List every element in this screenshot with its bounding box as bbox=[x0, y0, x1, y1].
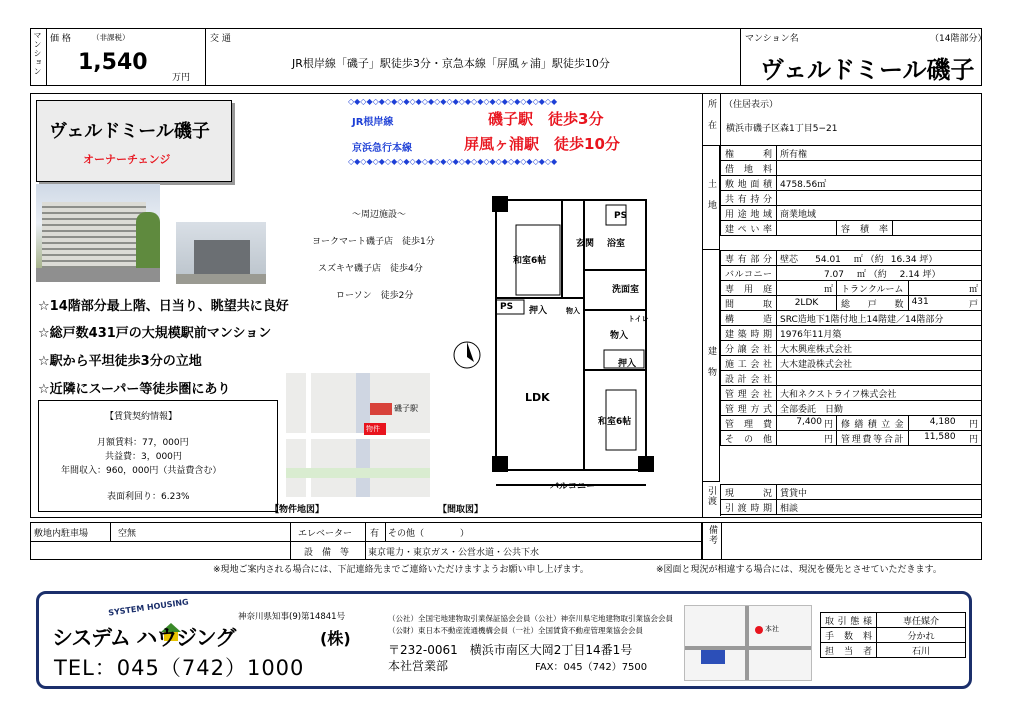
category-label: マンション bbox=[33, 31, 42, 76]
divider bbox=[30, 541, 702, 542]
area-label: 専有部分 bbox=[721, 251, 777, 266]
lease-title: 【賃貸契約情報】 bbox=[105, 412, 178, 422]
association-line: （公財）東日本不動産流通機構会員（一社）全国賃貸不動産管理業協会会員 bbox=[388, 626, 643, 635]
parking-label: 敷地内駐車場 bbox=[34, 529, 89, 539]
repair-cell bbox=[908, 416, 981, 431]
room-label: 物入 bbox=[610, 331, 629, 341]
area-tsubo: 16.34 bbox=[890, 254, 917, 265]
company-office: 本社営業部 bbox=[388, 659, 449, 673]
tsubo-unit: 坪） bbox=[922, 269, 941, 280]
building-photo bbox=[36, 184, 160, 282]
builder-label: 施工会社 bbox=[721, 356, 777, 371]
fee-value: 7,400 bbox=[796, 416, 822, 427]
deal-table bbox=[820, 612, 966, 658]
logo-arc: SYSTEM HOUSING bbox=[107, 597, 190, 618]
company-logo-suffix: (株) bbox=[320, 629, 351, 648]
association-line: （公社）全国宅地建物取引業保証協会会員（公社）神奈川県宅地建物取引業協会会員 bbox=[388, 614, 673, 623]
elevator-value: 有 bbox=[370, 529, 380, 539]
station-marker bbox=[370, 403, 392, 415]
deal-value: 分かれ bbox=[877, 628, 966, 643]
category-cell bbox=[30, 28, 47, 86]
feature-item: ☆14階部分最上階、日当り、眺望共に良好 bbox=[38, 299, 289, 314]
fee-cell bbox=[777, 416, 837, 431]
room-label: 洗面室 bbox=[612, 285, 640, 295]
land-label: 用途地域 bbox=[721, 206, 777, 221]
entrance-ground bbox=[176, 274, 266, 284]
land-v-cell bbox=[702, 145, 720, 250]
feature-item: ☆総戸数431戸の大規模駅前マンション bbox=[38, 326, 272, 341]
balcony-m2: 7.07 bbox=[823, 269, 844, 280]
parking-value: 空無 bbox=[118, 529, 137, 539]
handover-value: 相談 bbox=[777, 500, 982, 515]
structure-value: SRC造地下1階付地上14階建／14階部分 bbox=[777, 311, 982, 326]
remarks-box bbox=[702, 522, 982, 560]
map-caption: 【物件地図】 bbox=[270, 505, 325, 515]
divider bbox=[385, 522, 386, 541]
balcony-tsubo: 2.14 bbox=[899, 269, 920, 280]
yen: 円 bbox=[823, 419, 833, 430]
diamond-border-top: ◇◆◇◆◇◆◇◆◇◆◇◆◇◆◇◆◇◆◇◆◇◆◇◆◇◆◇◆◇◆◇◆◇◆ bbox=[348, 97, 558, 106]
seller-value: 大木興産株式会社 bbox=[777, 341, 982, 356]
room-label: 押入 bbox=[618, 359, 637, 369]
transport-text: JR根岸線「磯子」駅徒歩3分・京急本線「屏風ヶ浦」駅徒歩10分 bbox=[292, 57, 610, 70]
land-table bbox=[720, 145, 982, 236]
total-units-label: 総戸数 bbox=[837, 296, 909, 311]
fee-label: 管理費 bbox=[721, 416, 777, 431]
land-label: 権利 bbox=[721, 146, 777, 161]
room-label: 押入 bbox=[529, 306, 548, 316]
room-label: トイレ bbox=[628, 315, 649, 323]
manager-value: 大和ネクストライフ株式会社 bbox=[777, 386, 982, 401]
land-label: 敷地面積 bbox=[721, 176, 777, 191]
status-label: 現況 bbox=[721, 485, 777, 500]
handover-table bbox=[720, 484, 982, 515]
property-map bbox=[286, 373, 430, 497]
method-label: 管理方式 bbox=[721, 401, 777, 416]
seller-label: 分譲会社 bbox=[721, 341, 777, 356]
divider bbox=[110, 522, 111, 541]
divider bbox=[365, 522, 366, 560]
other-label: その他 bbox=[721, 431, 777, 446]
trunk-unit: ㎡ bbox=[908, 281, 981, 296]
land-value: 4758.56㎡ bbox=[777, 176, 982, 191]
designer-value bbox=[777, 371, 982, 386]
unit-m2: ㎡ bbox=[853, 254, 863, 265]
address-v-cell bbox=[702, 93, 721, 145]
facility-item: ローソン 徒歩2分 bbox=[336, 291, 414, 301]
manager-label: 管理会社 bbox=[721, 386, 777, 401]
price-value: 1,540 bbox=[78, 50, 148, 75]
land-value: 商業地域 bbox=[777, 206, 982, 221]
facility-item: ヨークマート磯子店 徒歩1分 bbox=[312, 237, 435, 247]
built-label: 建築時期 bbox=[721, 326, 777, 341]
address-vertical: 所在 bbox=[706, 99, 716, 141]
elevator-label: エレベーター bbox=[298, 529, 353, 539]
structure-label: 構造 bbox=[721, 311, 777, 326]
area-cell bbox=[777, 251, 982, 266]
balcony-cell bbox=[777, 266, 982, 281]
yen: 円 bbox=[968, 434, 978, 445]
repair-label: 修繕積立金 bbox=[837, 416, 909, 431]
deal-label: 手数料 bbox=[821, 628, 877, 643]
note-contact: ※現地ご案内される場合には、下記連絡先までご連絡いただけますようお願い申し上げます。 bbox=[213, 565, 589, 575]
other-cell bbox=[777, 431, 837, 446]
divider bbox=[740, 28, 741, 86]
compass-icon bbox=[452, 340, 482, 370]
status-value: 賃貸中 bbox=[777, 485, 982, 500]
room-label: 浴室 bbox=[607, 239, 626, 249]
built-value: 1976年11月築 bbox=[777, 326, 982, 341]
madori-value: 2LDK bbox=[777, 296, 837, 311]
designer-label: 設計会社 bbox=[721, 371, 777, 386]
handover-vertical: 引渡 bbox=[706, 486, 716, 506]
deal-label: 取引態様 bbox=[821, 613, 877, 628]
office-map-block bbox=[701, 650, 725, 664]
youseki-label: 容積率 bbox=[837, 221, 893, 236]
tree bbox=[136, 212, 160, 272]
land-value bbox=[777, 191, 982, 206]
promo-title-box bbox=[36, 100, 232, 182]
road bbox=[36, 268, 160, 282]
deal-label: 担当者 bbox=[821, 643, 877, 658]
building-v-cell bbox=[702, 250, 720, 482]
tsubo-unit: 坪） bbox=[919, 254, 938, 265]
office-map-label: 本社 bbox=[765, 625, 779, 633]
price-unit: 万円 bbox=[172, 73, 191, 83]
room-label: PS bbox=[500, 302, 514, 312]
room-label: 和室6帖 bbox=[598, 417, 632, 427]
map-station-label: 磯子駅 bbox=[394, 404, 418, 413]
deal-value: 専任媒介 bbox=[877, 613, 966, 628]
handover-v-cell bbox=[702, 484, 721, 516]
divider bbox=[290, 522, 291, 560]
address-value: 横浜市磯子区森1丁目5−21 bbox=[726, 124, 838, 134]
facility-value: 東京電力・東京ガス・公営水道・公共下水 bbox=[368, 548, 540, 558]
building-facade bbox=[42, 202, 146, 268]
unit-m2: ㎡ bbox=[856, 269, 866, 280]
area-m2: 54.01 bbox=[815, 254, 841, 265]
mansion-name-label: マンション名 bbox=[745, 34, 799, 44]
land-label: 共有持分 bbox=[721, 191, 777, 206]
total-fee-value: 11,580 bbox=[924, 431, 956, 442]
office-map-road bbox=[745, 606, 749, 681]
address-head: （住居表示） bbox=[724, 100, 779, 110]
land-label: 借地料 bbox=[721, 161, 777, 176]
divider bbox=[205, 28, 206, 86]
company-address: 〒232-0061 横浜市南区大岡2丁目14番1号 bbox=[388, 643, 633, 657]
entrance-photo bbox=[176, 222, 266, 284]
approx: （約 bbox=[865, 254, 884, 265]
kenpei-label: 建ぺい率 bbox=[721, 221, 777, 236]
room-label: PS bbox=[614, 211, 628, 221]
floor-note: （14階部分） bbox=[930, 34, 987, 44]
approx: （約 bbox=[868, 269, 887, 280]
land-value: 所有権 bbox=[777, 146, 982, 161]
company-tel: TEL：045（742）1000 bbox=[54, 656, 305, 680]
lease-line: 共益費：3，000円 bbox=[105, 452, 182, 462]
garden-unit: ㎡ bbox=[777, 281, 837, 296]
handover-label: 引渡時期 bbox=[721, 500, 777, 515]
office-map bbox=[684, 605, 812, 681]
floorplan-caption: 【間取図】 bbox=[438, 505, 484, 515]
facility-item: スズキヤ磯子店 徒歩4分 bbox=[318, 264, 423, 274]
land-value bbox=[777, 161, 982, 176]
feature-item: ☆駅から平坦徒歩3分の立地 bbox=[38, 354, 202, 369]
entrance-door bbox=[194, 240, 250, 274]
builder-value: 大木建設株式会社 bbox=[777, 356, 982, 371]
room-label: 和室6帖 bbox=[513, 256, 547, 266]
promo-title: ヴェルドミール磯子 bbox=[49, 121, 210, 142]
diamond-border-bottom: ◇◆◇◆◇◆◇◆◇◆◇◆◇◆◇◆◇◆◇◆◇◆◇◆◇◆◇◆◇◆◇◆◇◆ bbox=[348, 157, 558, 166]
lease-line: 年間収入：960，000円（共益費含む） bbox=[61, 466, 222, 476]
trunk-label: トランクルーム bbox=[837, 281, 909, 296]
units-suffix: 戸 bbox=[968, 299, 978, 310]
land-vertical: 土地 bbox=[706, 179, 716, 221]
youseki-value bbox=[893, 221, 982, 236]
company-license: 神奈川県知事(9)第14841号 bbox=[238, 612, 346, 622]
address-block bbox=[702, 93, 982, 146]
total-units-cell bbox=[908, 296, 981, 311]
price-label: 価 格 bbox=[50, 34, 71, 44]
map-property-label: 物件 bbox=[366, 425, 380, 433]
total-fee-cell bbox=[908, 431, 981, 446]
lease-line: 月額賃料：77，000円 bbox=[97, 438, 189, 448]
transport-label: 交 通 bbox=[210, 34, 231, 44]
repair-value: 4,180 bbox=[929, 416, 956, 427]
deal-value: 石川 bbox=[877, 643, 966, 658]
access-line2-left: 京浜急行本線 bbox=[352, 143, 412, 154]
map-road bbox=[306, 373, 311, 497]
building-table bbox=[720, 250, 982, 446]
total-fee-label: 管理費等合計 bbox=[837, 431, 909, 446]
promo-subtitle: オーナーチェンジ bbox=[83, 153, 171, 166]
method-value: 全部委託 日勤 bbox=[777, 401, 982, 416]
room-label: バルコニー bbox=[550, 482, 596, 492]
price-note: （非課税） bbox=[92, 33, 130, 42]
office-map-pin bbox=[755, 626, 763, 634]
company-fax: FAX：045（742）7500 bbox=[535, 662, 648, 673]
feature-item: ☆近隣にスーパー等徒歩圏にあり bbox=[38, 382, 231, 397]
lease-info-box bbox=[38, 400, 278, 512]
kenpei-value bbox=[777, 221, 837, 236]
facilities-title: ～周辺施設～ bbox=[352, 210, 407, 220]
access-line1-right: 磯子駅 徒歩3分 bbox=[488, 110, 604, 128]
remarks-vertical: 備考 bbox=[707, 525, 717, 545]
elevator-other: その他（ ） bbox=[388, 529, 470, 539]
madori-label: 間取 bbox=[721, 296, 777, 311]
balcony-label: バルコニー bbox=[721, 266, 777, 281]
garden-label: 専用庭 bbox=[721, 281, 777, 296]
floor-plan bbox=[486, 180, 666, 500]
facility-label: 設 備 等 bbox=[304, 548, 350, 558]
yen: 円 bbox=[968, 419, 978, 430]
building-vertical: 建物 bbox=[706, 346, 716, 388]
room-label: 玄関 bbox=[576, 239, 595, 249]
map-green bbox=[286, 468, 430, 478]
mansion-name: ヴェルドミール磯子 bbox=[760, 56, 975, 84]
yield-text: 表面利回り：6.23% bbox=[107, 492, 190, 502]
access-line1-left: JR根岸線 bbox=[352, 117, 394, 128]
room-label: LDK bbox=[525, 391, 550, 404]
company-logo: シスデム ハウジング bbox=[52, 626, 236, 650]
yen: 円 bbox=[823, 434, 833, 445]
room-label: 物入 bbox=[566, 307, 580, 315]
total-units: 431 bbox=[911, 296, 929, 307]
remarks-v-cell bbox=[703, 523, 722, 559]
area-kind: 壁芯 bbox=[780, 254, 799, 265]
access-line2-right: 屏風ヶ浦駅 徒歩10分 bbox=[464, 135, 620, 153]
note-priority: ※図面と現況が相違する場合には、現況を優先とさせていただきます。 bbox=[656, 565, 942, 575]
